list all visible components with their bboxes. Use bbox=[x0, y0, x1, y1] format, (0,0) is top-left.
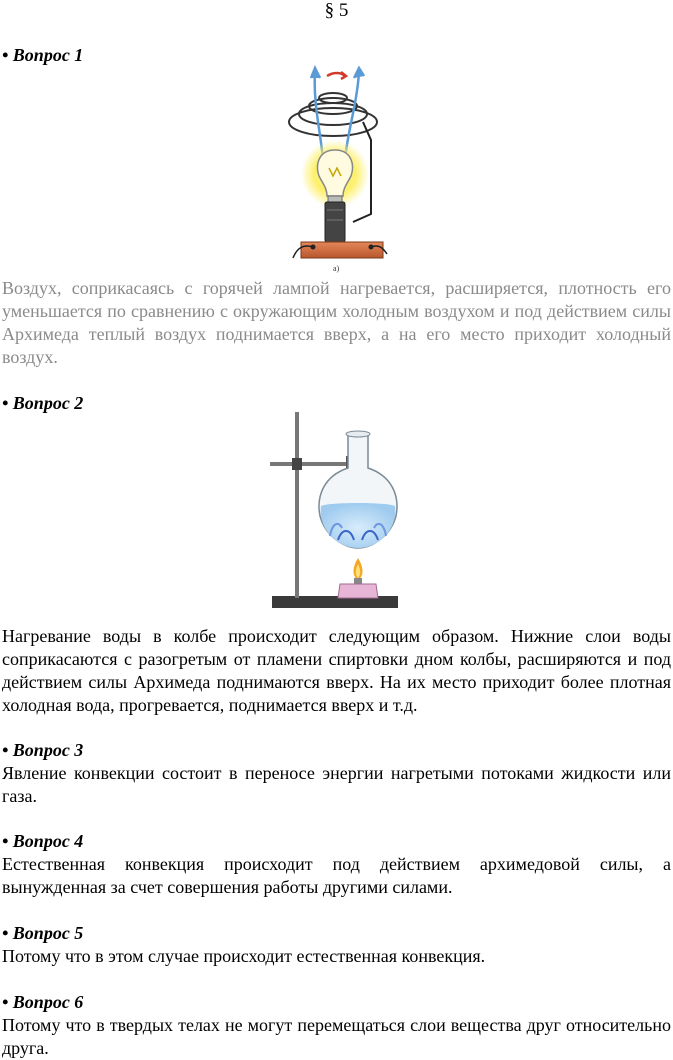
question-1-answer: Воздух, соприкасаясь с горячей лампой нагревается, расширяется, плотность его уменьшается по сравнению с окружающим холодным воздухом и под действием силы Архимеда теплый воздух поднимается вверх, а на его место приходит холодный воздух. bbox=[2, 278, 671, 367]
question-6-answer: Потому что в твердых телах не могут перемещаться слои вещества друг относительно друга. bbox=[2, 1015, 671, 1058]
question-5-heading: • Вопрос 5 bbox=[2, 923, 84, 943]
stand-base-icon bbox=[272, 596, 398, 608]
question-4-answer: Естественная конвекция происходит под действием архимедовой силы, а вынужденная за счет совершения работы другими силами. bbox=[2, 854, 671, 897]
stand-rod-icon bbox=[295, 412, 299, 598]
question-2-heading: • Вопрос 2 bbox=[2, 393, 84, 413]
question-6-heading: • Вопрос 6 bbox=[2, 992, 84, 1012]
section-number: § 5 bbox=[324, 0, 349, 21]
question-2-answer: Нагревание воды в колбе происходит следующим образом. Нижние слои воды соприкасаются с разогретым от пламени спиртовки дном колбы, расширяются и под действием силы Архимеда поднимаются вверх. На их место приходит более плотная холодная вода, прогревается, поднимается вверх и т.д. bbox=[2, 626, 671, 715]
lamp-socket-icon bbox=[325, 202, 345, 242]
spirit-lamp-icon bbox=[338, 558, 378, 598]
question-3-answer: Явление конвекции состоит в переносе энергии нагретыми потоками жидкости или газа. bbox=[2, 763, 671, 806]
paper-spiral-icon bbox=[289, 93, 377, 136]
question-4-heading: • Вопрос 4 bbox=[2, 831, 84, 851]
figure-label: а) bbox=[333, 264, 340, 273]
round-flask-icon bbox=[319, 431, 397, 548]
question-5-answer: Потому что в этом случае происходит естественная конвекция. bbox=[2, 946, 486, 966]
question-3-heading: • Вопрос 3 bbox=[2, 740, 84, 760]
question-1-heading: • Вопрос 1 bbox=[2, 45, 84, 65]
lamp-convection-figure bbox=[283, 64, 395, 274]
flask-heating-figure bbox=[268, 410, 404, 620]
wooden-base-icon bbox=[301, 242, 383, 258]
